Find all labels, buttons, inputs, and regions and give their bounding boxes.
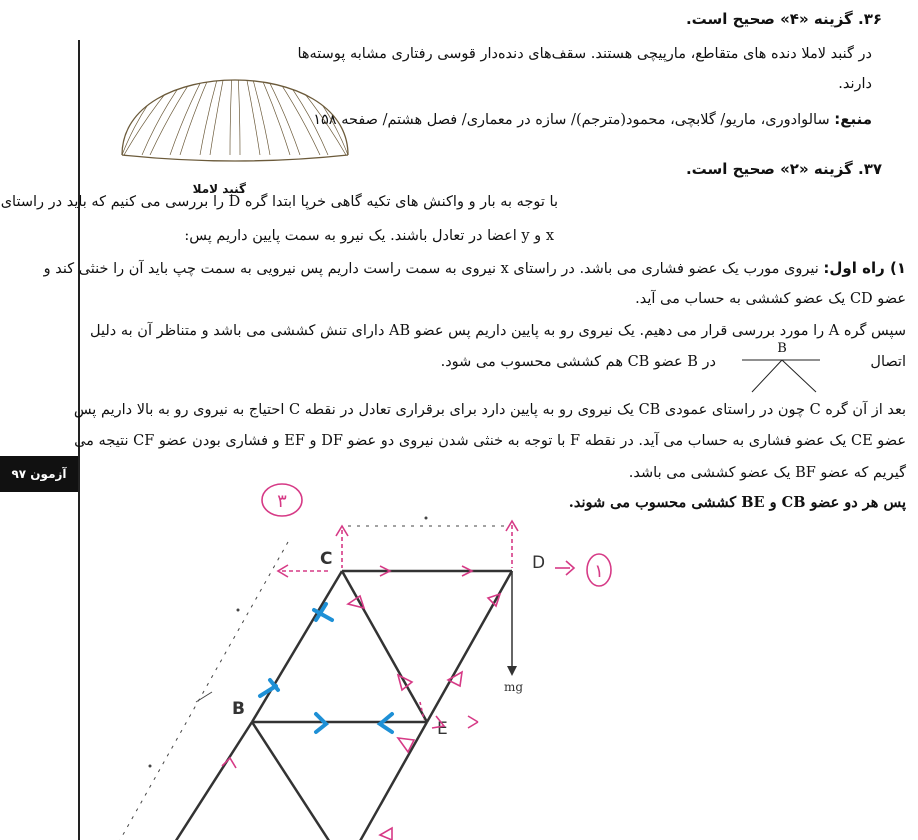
lamella-dome-figure (110, 15, 360, 180)
q36-line2: دارند. (838, 76, 872, 92)
q37-way1-text: نیروی مورب یک عضو فشاری می باشد. در راستای x نیروی به سمت راست داریم پس نیرویی به سمت چپ باید آن را خنثی کند و (43, 261, 824, 277)
dome-outline (122, 80, 348, 155)
q36-title: ۳۶. گزینه «۴» صحیح است. (685, 10, 882, 28)
q37-way1-label: ۱) راه اول: (823, 259, 906, 277)
q37-line6b: در B عضو CB هم کششی محسوب می شود. (440, 354, 716, 370)
q36-source-label: منبع: (834, 110, 872, 128)
node-label-e: E (437, 719, 448, 739)
circled-1-label: ۱ (594, 561, 604, 582)
circled-3-label: ۳ (277, 491, 287, 512)
dome-lamella-lines (122, 23, 348, 155)
dome-base (122, 155, 348, 161)
q37-line5: سپس گره A را مورد بررسی قرار می دهیم. یک نیروی رو به پایین داریم پس عضو AB دارای تنش کششی می باشد و متناظر آن به دلیل (90, 323, 906, 339)
node-label-c: C (320, 549, 333, 569)
member-ef (355, 722, 427, 840)
q37-line7: بعد از آن گره C چون در راستای عمودی CB یک نیروی رو به پایین دارد برای برقراری تعادل در نقطه C احتیاج به نیروی رو به بالا داریم پس (73, 402, 906, 418)
q37-line2: x و y اعضا در تعادل باشند. یک نیرو به سمت پایین داریم پس: (184, 228, 554, 244)
q37-way1 (44, 259, 906, 278)
truss-diagram (80, 470, 640, 840)
member-cb (252, 571, 342, 722)
q37-title: ۳۷. گزینه «۲» صحیح است. (685, 160, 882, 178)
q37-line4: عضو CD یک عضو کششی به حساب می آید. (635, 291, 906, 307)
q36-line1: در گنبد لاملا دنده های متقاطع، مارپیچی هستند. سقف‌های دنده‌دار قوسی رفتاری مشابه پوسته‌ها (297, 46, 872, 62)
dome-caption: گنبد لاملا (192, 182, 246, 196)
truss-members (170, 571, 512, 840)
node-label-d: D (532, 553, 546, 573)
inline-node-b-sketch (740, 340, 825, 398)
load-arrow (507, 666, 517, 676)
q36-source-text: سالوادوری، ماریو/ گلابچی، محمود(مترجم)/ سازه در معماری/ فصل هشتم/ صفحه ۱۵۸ (313, 112, 835, 128)
inline-node-b-label: B (777, 341, 787, 356)
member-ba (170, 722, 252, 840)
node-label-b: B (232, 699, 245, 719)
exam-side-tab: آزمون ۹۷ (0, 456, 78, 492)
member-bf (252, 722, 335, 840)
q36-source (313, 110, 872, 129)
q37-line10: پس هر دو عضو CB و BE کششی محسوب می شوند. (568, 494, 906, 511)
q37-line6a: اتصال (870, 354, 906, 370)
q37-line9: گیریم که عضو BF یک عضو کششی می باشد. (628, 465, 906, 481)
q37-line8: عضو CE یک عضو فشاری به حساب می آید. در نقطه F با توجه به خنثی شدن نیروی دو عضو DF و EF و فشاری بودن عضو CF نتیجه می (74, 433, 906, 449)
member-ce (342, 571, 427, 722)
load-label-mg: mg (504, 680, 524, 694)
q37-line1: با توجه به بار و واکنش های تکیه گاهی خرپا ابتدا گره D را بررسی می کنیم که باید در راستای (0, 194, 558, 210)
